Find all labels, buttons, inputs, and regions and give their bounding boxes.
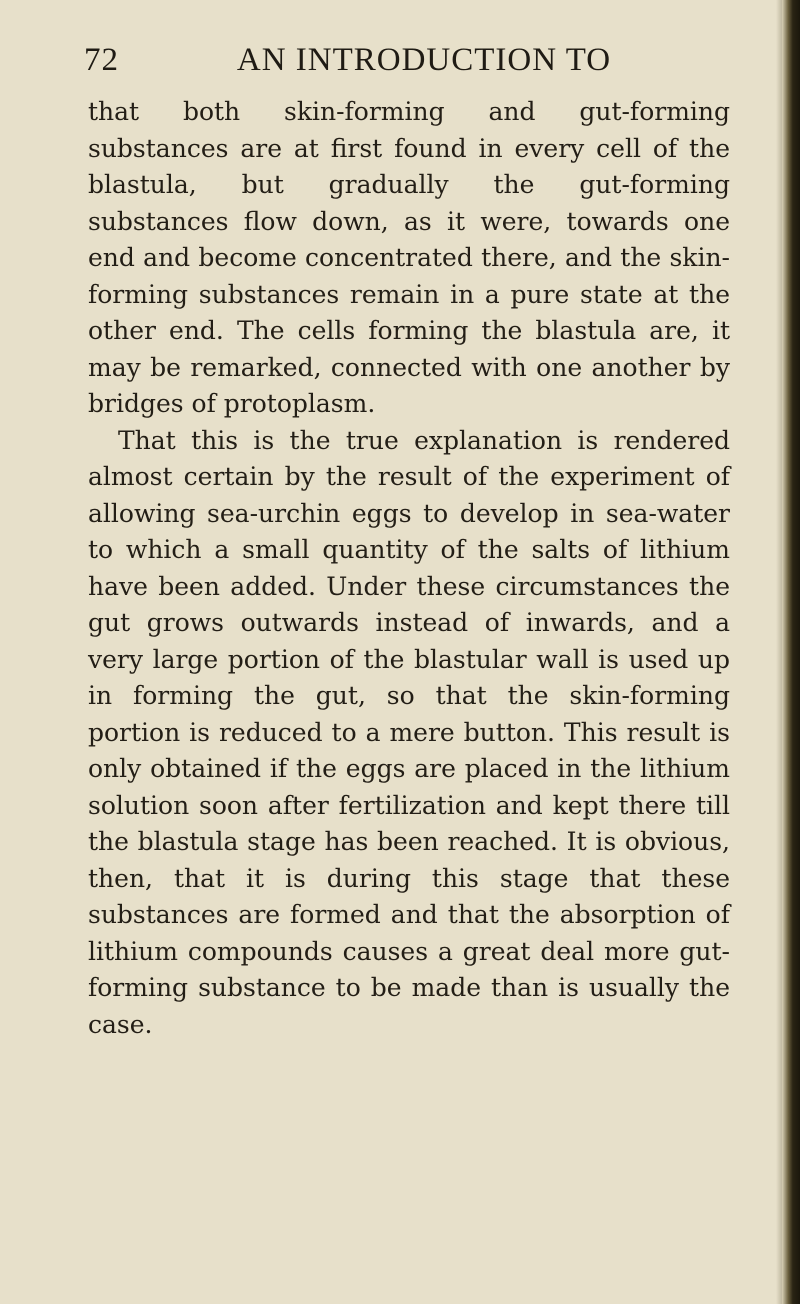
paragraph-2: That this is the true explanation is rendered almost certain by the result of the experiment of allowing sea-urchin eggs to develop in sea-water to which a small quantity of the salts of lithium have been added. Under these circumstances the gut grows outwards instead of inwards, and a very large portion of the blastular wall is used up in forming the gut, so that the skin-forming portion is reduced to a mere button. This result is only obtained if the eggs are placed in the lithium solution soon after fertilization and kept there till the blastula stage has been reached. It is obvious, then, that it is during this stage that these substances are formed and that the absorption of lithium compounds causes a great deal more gut-forming substance to be made than is usually the case. <box>88 425 730 1039</box>
running-head <box>84 42 744 92</box>
body-text <box>88 94 730 1043</box>
paragraph-1: that both skin-forming and gut-forming substances are at first found in every cell of the blastula, but gradually the gut-forming substances flow down, as it were, towards one end and become concentrated there, and the skin-forming substances remain in a pure state at the other end. The cells forming the blastula are, it may be remarked, connected with one another by bridges of protoplasm. <box>88 97 730 418</box>
page-number: 72 <box>84 42 119 78</box>
page-edge <box>782 0 800 1304</box>
running-title: AN INTRODUCTION TO <box>236 42 612 78</box>
